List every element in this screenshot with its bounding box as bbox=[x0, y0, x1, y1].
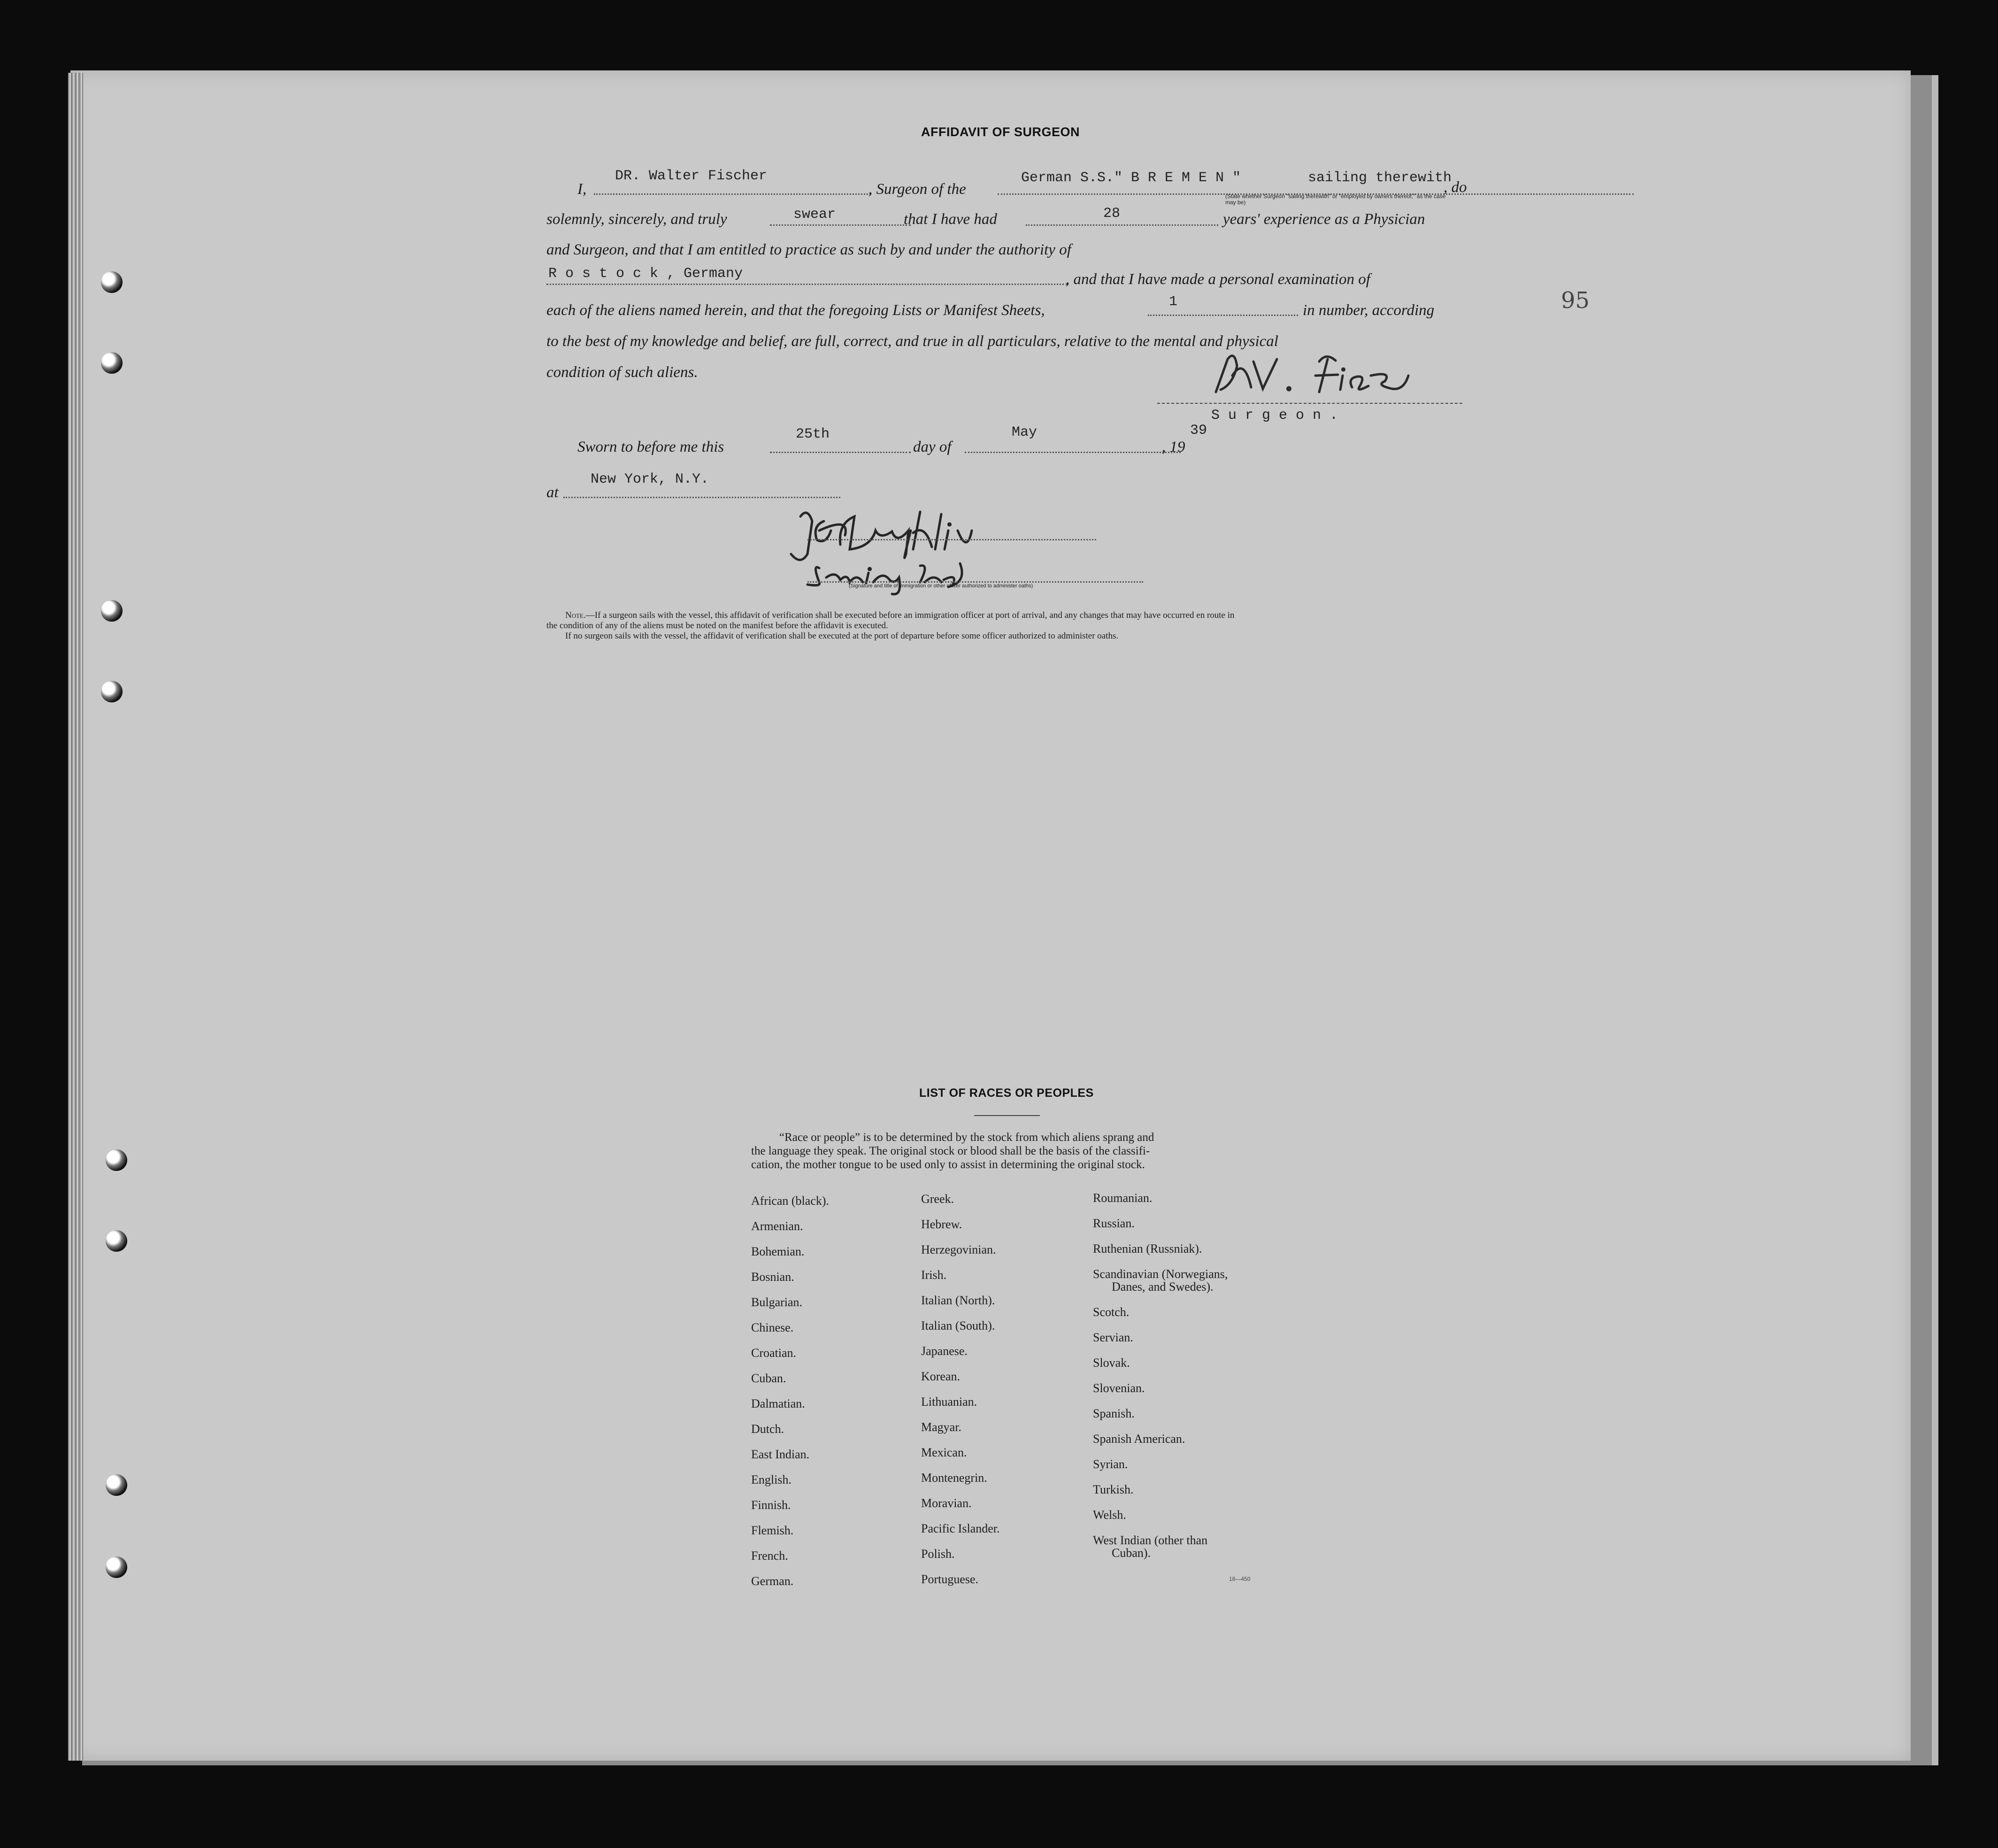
years-field-line bbox=[1026, 224, 1218, 226]
race-item: Flemish. bbox=[751, 1524, 794, 1537]
race-item: African (black). bbox=[751, 1194, 830, 1208]
page-stack-edge bbox=[68, 73, 83, 1761]
surgeon-signature bbox=[1206, 347, 1422, 404]
race-item: Armenian. bbox=[751, 1219, 803, 1233]
affidavit-text: Sworn to before me this bbox=[577, 439, 724, 455]
sheets-field-line bbox=[1148, 315, 1298, 316]
sailing-status: sailing therewith bbox=[1308, 170, 1452, 186]
race-item: Bosnian. bbox=[751, 1270, 794, 1284]
affidavit-text: each of the aliens named herein, and that the foregoing Lists or Manifest Sheets, bbox=[546, 302, 1045, 319]
races-intro bbox=[751, 1131, 1154, 1171]
page-number: 95 bbox=[1561, 287, 1590, 314]
race-item: Magyar. bbox=[921, 1420, 961, 1434]
affidavit-text: , do bbox=[1444, 179, 1467, 196]
race-item: Cuban). bbox=[1112, 1546, 1151, 1560]
race-item: West Indian (other than bbox=[1093, 1533, 1208, 1547]
note-line-2: the condition of any of the aliens must be noted on the manifest before the affidavit is executed. bbox=[546, 621, 888, 631]
binder-hole bbox=[106, 1230, 127, 1252]
affidavit-note bbox=[546, 610, 1485, 641]
sworn-year: 39 bbox=[1190, 423, 1207, 439]
surgeon-label: S u r g e o n . bbox=[1211, 408, 1338, 424]
affidavit-text: , 19 bbox=[1162, 439, 1185, 455]
sworn-month: May bbox=[1012, 424, 1037, 440]
affidavit-text: I, bbox=[577, 181, 587, 198]
race-item: Roumanian. bbox=[1093, 1191, 1153, 1205]
race-item: Dutch. bbox=[751, 1422, 784, 1436]
vessel-name: German S.S." B R E M E N " bbox=[1021, 170, 1241, 186]
race-item: Scotch. bbox=[1093, 1305, 1130, 1319]
race-item: Pacific Islander. bbox=[921, 1522, 1000, 1535]
day-field-line bbox=[770, 452, 911, 453]
affidavit-text: , Surgeon of the bbox=[868, 181, 966, 198]
oath-word: swear bbox=[793, 207, 836, 223]
race-item: German. bbox=[751, 1574, 794, 1588]
intro-line-1: “Race or people” is to be determined by the stock from which aliens sprang and bbox=[779, 1131, 1154, 1144]
binder-hole bbox=[101, 352, 123, 374]
race-item: French. bbox=[751, 1549, 788, 1563]
form-number: 18—450 bbox=[1229, 1576, 1251, 1582]
affidavit-text: years' experience as a Physician bbox=[1223, 211, 1425, 228]
race-item: Polish. bbox=[921, 1547, 955, 1561]
race-item: Lithuanian. bbox=[921, 1395, 977, 1409]
race-item: Hebrew. bbox=[921, 1217, 962, 1231]
oath-field-line bbox=[770, 224, 911, 226]
race-item: Cuban. bbox=[751, 1371, 786, 1385]
affidavit-text: solemnly, sincerely, and truly bbox=[546, 211, 727, 228]
race-item: Spanish American. bbox=[1093, 1432, 1185, 1446]
race-item: Japanese. bbox=[921, 1344, 968, 1358]
race-item: Scandinavian (Norwegians, bbox=[1093, 1267, 1228, 1281]
race-item: Montenegrin. bbox=[921, 1471, 987, 1485]
affidavit-text: at bbox=[546, 484, 559, 501]
race-item: Moravian. bbox=[921, 1496, 972, 1510]
race-item: Slovenian. bbox=[1093, 1381, 1145, 1395]
race-item: Croatian. bbox=[751, 1346, 797, 1360]
binder-hole bbox=[101, 681, 123, 702]
race-item: Bulgarian. bbox=[751, 1295, 803, 1309]
races-column-2 bbox=[921, 1193, 1000, 1598]
sworn-day: 25th bbox=[796, 426, 830, 442]
authority-field-line bbox=[546, 284, 1068, 285]
note-line-1: —If a surgeon sails with the vessel, this affidavit of verification shall be executed before an immigration officer at port of arrival, and any changes that may have occurred en route in bbox=[585, 610, 1235, 620]
race-item: Ruthenian (Russniak). bbox=[1093, 1242, 1202, 1255]
binder-hole bbox=[101, 600, 123, 622]
race-item: Irish. bbox=[921, 1268, 947, 1282]
race-item: East Indian. bbox=[751, 1448, 810, 1461]
race-item: Syrian. bbox=[1093, 1457, 1128, 1471]
affidavit-text: , and that I have made a personal examination of bbox=[1066, 271, 1370, 288]
affidavit-title: AFFIDAVIT OF SURGEON bbox=[921, 125, 1080, 139]
race-item: English. bbox=[751, 1473, 792, 1486]
race-item: Servian. bbox=[1093, 1331, 1133, 1344]
race-item: Danes, and Swedes). bbox=[1112, 1280, 1214, 1294]
manifest-sheets-count: 1 bbox=[1169, 294, 1178, 310]
binder-hole bbox=[106, 1149, 127, 1171]
affidavit-text: and Surgeon, and that I am entitled to practice as such by and under the authority of bbox=[546, 241, 1071, 258]
race-item: Korean. bbox=[921, 1370, 961, 1383]
race-item: Slovak. bbox=[1093, 1356, 1130, 1370]
race-item: Mexican. bbox=[921, 1446, 967, 1459]
races-title: LIST OF RACES OR PEOPLES bbox=[919, 1086, 1094, 1100]
month-field-line bbox=[965, 452, 1181, 453]
intro-line-2: the language they speak. The original stock or blood shall be the basis of the classifi- bbox=[751, 1145, 1150, 1157]
surgeon-name: DR. Walter Fischer bbox=[615, 168, 768, 184]
race-item: Turkish. bbox=[1093, 1483, 1134, 1496]
officer-caption: (Signature and title of immigration or other officer authorized to administer oaths) bbox=[849, 583, 1033, 589]
race-item: Finnish. bbox=[751, 1498, 791, 1512]
sworn-place: New York, N.Y. bbox=[591, 471, 709, 487]
affidavit-text: condition of such aliens. bbox=[546, 364, 698, 381]
race-item: Italian (North). bbox=[921, 1294, 995, 1307]
races-column-3 bbox=[1093, 1192, 1228, 1572]
race-item: Italian (South). bbox=[921, 1319, 995, 1332]
note-label: Note. bbox=[565, 610, 586, 620]
binder-hole bbox=[106, 1556, 127, 1578]
place-field-line bbox=[563, 497, 840, 498]
name-field-line bbox=[594, 193, 871, 195]
affidavit-text: to the best of my knowledge and belief, are full, correct, and true in all particulars, relative to the mental and physical bbox=[546, 333, 1278, 350]
years-experience: 28 bbox=[1103, 206, 1121, 222]
race-item: Greek. bbox=[921, 1192, 954, 1206]
race-item: Welsh. bbox=[1093, 1508, 1126, 1522]
intro-line-3: cation, the mother tongue to be used only to assist in determining the original stock. bbox=[751, 1158, 1145, 1171]
note-line-3: If no surgeon sails with the vessel, the affidavit of verification shall be executed at the port of departure before some officer authorized to administer oaths. bbox=[565, 631, 1119, 641]
affidavit-text: in number, according bbox=[1303, 302, 1435, 319]
race-item: Spanish. bbox=[1093, 1407, 1135, 1420]
races-title-underline bbox=[974, 1115, 1040, 1116]
status-note: (State whether Surgeon "sailing therewith" or "employed by owners thereof," as the case may be) bbox=[1225, 193, 1446, 206]
race-item: Portuguese. bbox=[921, 1572, 979, 1586]
race-item: Bohemian. bbox=[751, 1245, 805, 1258]
surgeon-signature-line bbox=[1157, 403, 1462, 404]
officer-signature-line bbox=[807, 539, 1096, 540]
affidavit-text: that I have had bbox=[904, 211, 997, 228]
races-column-1 bbox=[751, 1194, 829, 1600]
affidavit-text: day of bbox=[913, 439, 952, 455]
officer-title-line bbox=[807, 581, 1143, 583]
race-item: Dalmatian. bbox=[751, 1397, 805, 1410]
race-item: Russian. bbox=[1093, 1217, 1135, 1230]
authority-place: R o s t o c k , Germany bbox=[548, 266, 743, 282]
binder-hole bbox=[106, 1474, 127, 1496]
race-item: Herzegovinian. bbox=[921, 1243, 996, 1256]
binder-hole bbox=[101, 271, 123, 293]
race-item: Chinese. bbox=[751, 1321, 794, 1334]
